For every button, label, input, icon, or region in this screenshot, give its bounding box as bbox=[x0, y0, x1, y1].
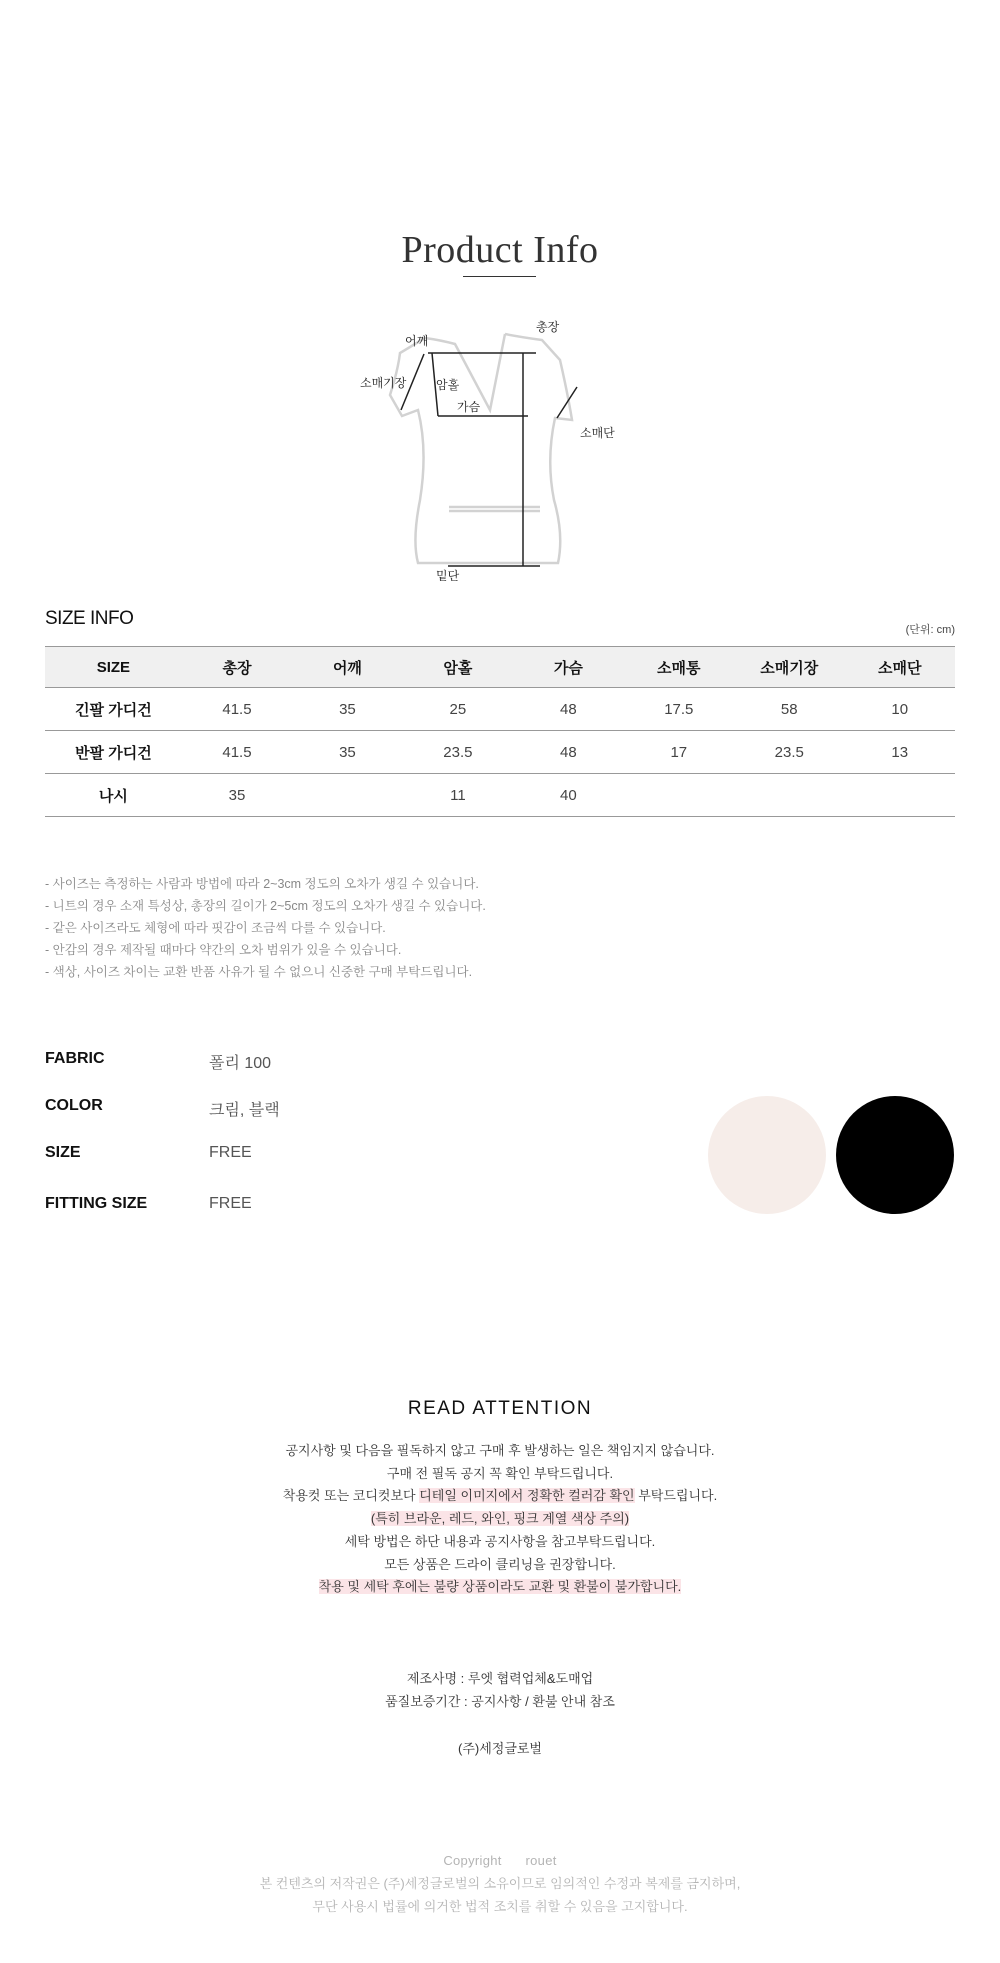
table-cell: 35 bbox=[292, 688, 402, 731]
table-cell bbox=[844, 774, 955, 817]
table-row bbox=[45, 731, 955, 774]
table-cell: 35 bbox=[182, 774, 292, 817]
fitting-size-value: FREE bbox=[209, 1195, 252, 1212]
attention-line: 공지사항 및 다음을 필독하지 않고 구매 후 발생하는 일은 책임지지 않습니다. bbox=[285, 1443, 715, 1458]
attention-text: 착용컷 또는 코디컷보다 bbox=[282, 1488, 420, 1504]
table-cell bbox=[734, 774, 844, 817]
col-header: 어깨 bbox=[292, 647, 402, 688]
color-swatch-cream bbox=[708, 1096, 826, 1214]
title-underline bbox=[463, 276, 536, 277]
table-header-row bbox=[45, 647, 955, 688]
attention-text: 부탁드립니다. bbox=[634, 1488, 718, 1504]
attention-line bbox=[0, 1576, 1000, 1599]
note-line: - 니트의 경우 소재 특성상, 총장의 길이가 2~5cm 정도의 오차가 생길 수 있습니다. bbox=[45, 899, 486, 913]
attention-line bbox=[0, 1508, 1000, 1531]
attention-line: 구매 전 필독 공지 꼭 확인 부탁드립니다. bbox=[386, 1465, 614, 1481]
table-cell: 10 bbox=[844, 688, 955, 731]
attention-highlight: 디테일 이미지에서 정확한 컬러감 확인 bbox=[419, 1488, 635, 1504]
unit-label: (단위: cm) bbox=[905, 624, 955, 636]
col-header: 소매통 bbox=[624, 647, 734, 688]
attention-line: 세탁 방법은 하단 내용과 공지사항을 참고부탁드립니다. bbox=[344, 1533, 656, 1549]
table-cell bbox=[624, 774, 734, 817]
table-cell: 41.5 bbox=[182, 731, 292, 774]
col-header: SIZE bbox=[45, 647, 182, 688]
color-value: 크림, 블랙 bbox=[209, 1102, 280, 1119]
table-cell: 11 bbox=[403, 774, 513, 817]
table-cell bbox=[292, 774, 402, 817]
table-cell: 23.5 bbox=[734, 731, 844, 774]
spec-fitting-size bbox=[45, 1195, 445, 1219]
color-swatch-black bbox=[836, 1096, 954, 1214]
col-header: 총장 bbox=[182, 647, 292, 688]
label-hem: 밑단 bbox=[436, 569, 460, 583]
manufacturer-line: 제조사명 : 루엣 협력업체&도매업 bbox=[406, 1671, 594, 1686]
fabric-label: FABRIC bbox=[45, 1050, 105, 1067]
read-attention-text bbox=[0, 1440, 1000, 1599]
size-value: FREE bbox=[209, 1144, 252, 1161]
table-row bbox=[45, 774, 955, 817]
row-header: 나시 bbox=[45, 774, 182, 817]
warranty-line: 품질보증기간 : 공지사항 / 환불 안내 참조 bbox=[385, 1694, 615, 1709]
label-length: 총장 bbox=[536, 320, 560, 334]
spec-size bbox=[45, 1144, 445, 1168]
copyright-line: 본 컨텐츠의 저작권은 (주)세정글로벌의 소유이므로 임의적인 수정과 복제를 금지하며, bbox=[259, 1876, 741, 1891]
spec-color bbox=[45, 1097, 445, 1121]
table-row bbox=[45, 688, 955, 731]
row-header: 반팔 가디건 bbox=[45, 731, 182, 774]
maker-info bbox=[0, 1667, 1000, 1713]
label-armhole: 암홀 bbox=[436, 378, 460, 392]
copyright-brand-line bbox=[0, 1849, 1000, 1872]
attention-line: 모든 상품은 드라이 클리닝을 권장합니다. bbox=[384, 1556, 616, 1572]
table-cell: 40 bbox=[513, 774, 623, 817]
table-cell: 17.5 bbox=[624, 688, 734, 731]
page-title: Product Info bbox=[401, 229, 599, 271]
table-cell: 58 bbox=[734, 688, 844, 731]
fitting-size-label: FITTING SIZE bbox=[45, 1195, 148, 1212]
col-header: 소매단 bbox=[844, 647, 955, 688]
table-cell: 17 bbox=[624, 731, 734, 774]
size-table bbox=[45, 646, 955, 817]
copyright-brand: rouet bbox=[525, 1853, 557, 1868]
table-cell: 48 bbox=[513, 731, 623, 774]
attention-highlight: 착용 및 세탁 후에는 불량 상품이라도 교환 및 환불이 불가합니다. bbox=[318, 1579, 682, 1595]
fabric-value: 폴리 100 bbox=[209, 1055, 272, 1072]
col-header: 암홀 bbox=[403, 647, 513, 688]
note-line: - 안감의 경우 제작될 때마다 약간의 오차 범위가 있을 수 있습니다. bbox=[45, 943, 402, 957]
table-cell: 25 bbox=[403, 688, 513, 731]
note-line: - 사이즈는 측정하는 사람과 방법에 따라 2~3cm 정도의 오차가 생길 수 있습니다. bbox=[45, 877, 479, 891]
table-cell: 23.5 bbox=[403, 731, 513, 774]
copyright-label: Copyright bbox=[443, 1853, 502, 1868]
read-attention-title: READ ATTENTION bbox=[407, 1398, 593, 1419]
company-name: (주)세정글로벌 bbox=[457, 1741, 542, 1756]
table-cell: 13 bbox=[844, 731, 955, 774]
label-sleeve-length: 소매기장 bbox=[360, 376, 407, 390]
label-shoulder: 어깨 bbox=[405, 334, 429, 348]
copyright-footer bbox=[0, 1849, 1000, 1918]
note-line: - 색상, 사이즈 차이는 교환 반품 사유가 될 수 없으니 신중한 구매 부탁드립니다. bbox=[45, 965, 473, 979]
copyright-line: 무단 사용시 법률에 의거한 법적 조치를 취할 수 있음을 고지합니다. bbox=[312, 1899, 688, 1914]
table-cell: 35 bbox=[292, 731, 402, 774]
label-chest: 가슴 bbox=[457, 400, 481, 414]
size-label: SIZE bbox=[45, 1144, 81, 1161]
col-header: 소매기장 bbox=[734, 647, 844, 688]
attention-line bbox=[0, 1485, 1000, 1508]
color-label: COLOR bbox=[45, 1097, 103, 1114]
row-header: 긴팔 가디건 bbox=[45, 688, 182, 731]
label-sleeve-hem: 소매단 bbox=[580, 426, 615, 440]
size-notes bbox=[45, 873, 486, 983]
table-cell: 48 bbox=[513, 688, 623, 731]
garment-diagram bbox=[340, 310, 660, 600]
table-cell: 41.5 bbox=[182, 688, 292, 731]
garment-outline bbox=[340, 310, 660, 600]
note-line: - 같은 사이즈라도 체형에 따라 핏감이 조금씩 다를 수 있습니다. bbox=[45, 921, 386, 935]
spec-fabric bbox=[45, 1050, 445, 1074]
size-info-heading: SIZE INFO bbox=[45, 608, 134, 629]
attention-highlight: (특히 브라운, 레드, 와인, 핑크 계열 색상 주의) bbox=[370, 1511, 630, 1527]
col-header: 가슴 bbox=[513, 647, 623, 688]
